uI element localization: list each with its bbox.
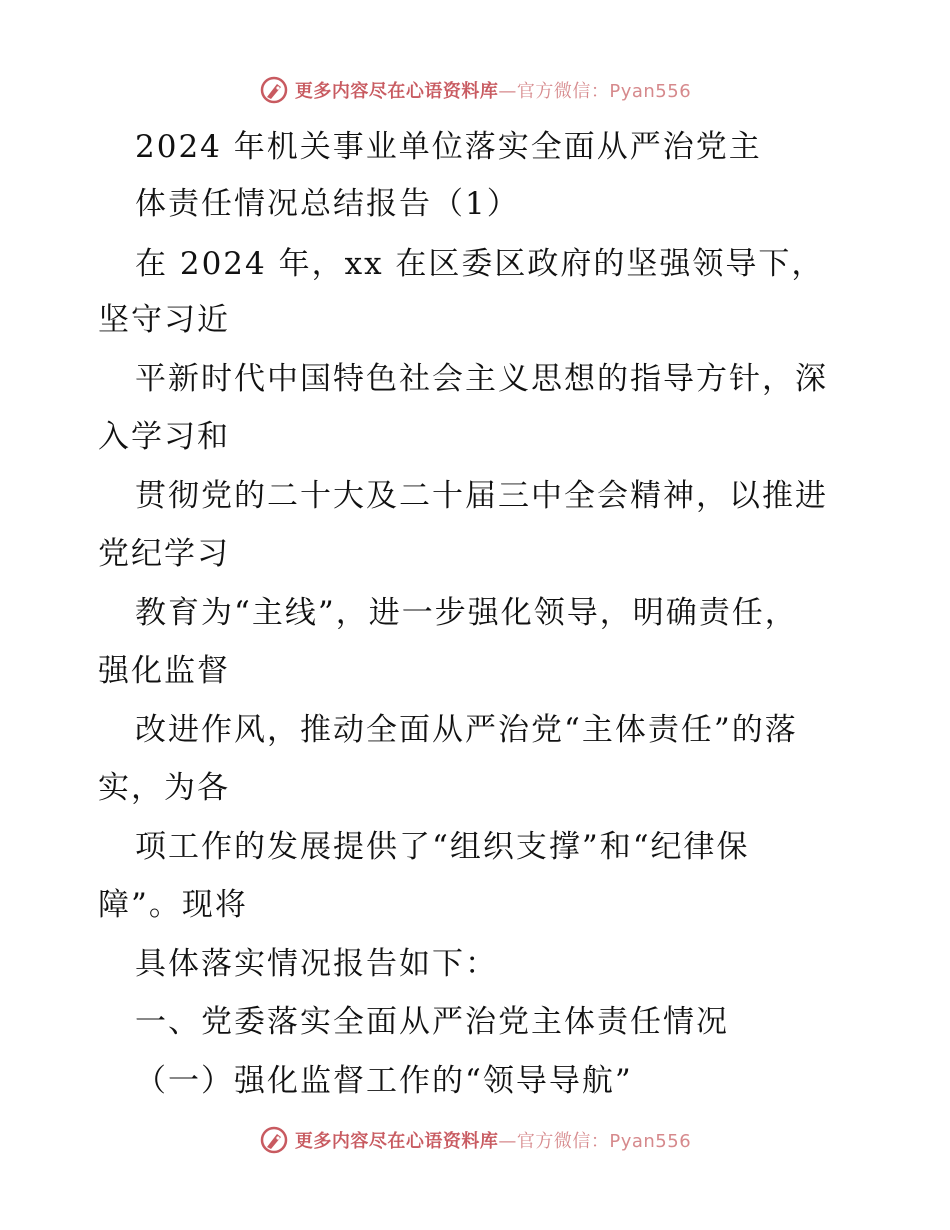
paragraph-line: 贯彻党的二十大及二十届三中全会精神，以推进 xyxy=(135,478,828,514)
paragraph-line: 在 2024 年，xx 在区委区政府的坚强领导下， xyxy=(135,246,825,282)
watermark-separator: — xyxy=(498,1131,517,1152)
paragraph-line: 教育为“主线”，进一步强化领导，明确责任， xyxy=(135,595,798,631)
paragraph-line: 平新时代中国特色社会主义思想的指导方针，深 xyxy=(135,361,828,397)
document-title-line-1: 2024 年机关事业单位落实全面从严治党主 xyxy=(135,129,762,165)
header-watermark xyxy=(0,70,950,110)
paragraph-line: 障”。现将 xyxy=(98,887,248,923)
paragraph-line: 具体落实情况报告如下： xyxy=(135,946,498,982)
watermark-separator: — xyxy=(498,81,517,102)
subsection-heading: （一）强化监督工作的“领导导航” xyxy=(135,1063,633,1099)
paragraph-line: 坚守习近 xyxy=(98,302,230,338)
paragraph-line: 入学习和 xyxy=(98,419,230,455)
watermark-brand: 更多内容尽在心语资料库 xyxy=(294,1131,499,1152)
footer-watermark xyxy=(0,1120,950,1160)
pen-nib-logo-icon xyxy=(259,75,289,105)
paragraph-line: 项工作的发展提供了“组织支撑”和“纪律保 xyxy=(135,829,750,865)
document-title-line-2: 体责任情况总结报告（1） xyxy=(135,186,520,222)
section-heading: 一、党委落实全面从严治党主体责任情况 xyxy=(135,1004,729,1040)
watermark-brand: 更多内容尽在心语资料库 xyxy=(294,81,499,102)
paragraph-line: 实，为各 xyxy=(98,770,230,806)
paragraph-line: 强化监督 xyxy=(98,653,230,689)
paragraph-line: 改进作风，推动全面从严治党“主体责任”的落 xyxy=(135,712,798,748)
paragraph-line: 党纪学习 xyxy=(98,536,230,572)
watermark-contact: 官方微信：Pyan556 xyxy=(516,1131,692,1152)
pen-nib-logo-icon xyxy=(259,1125,289,1155)
watermark-contact: 官方微信：Pyan556 xyxy=(516,81,692,102)
